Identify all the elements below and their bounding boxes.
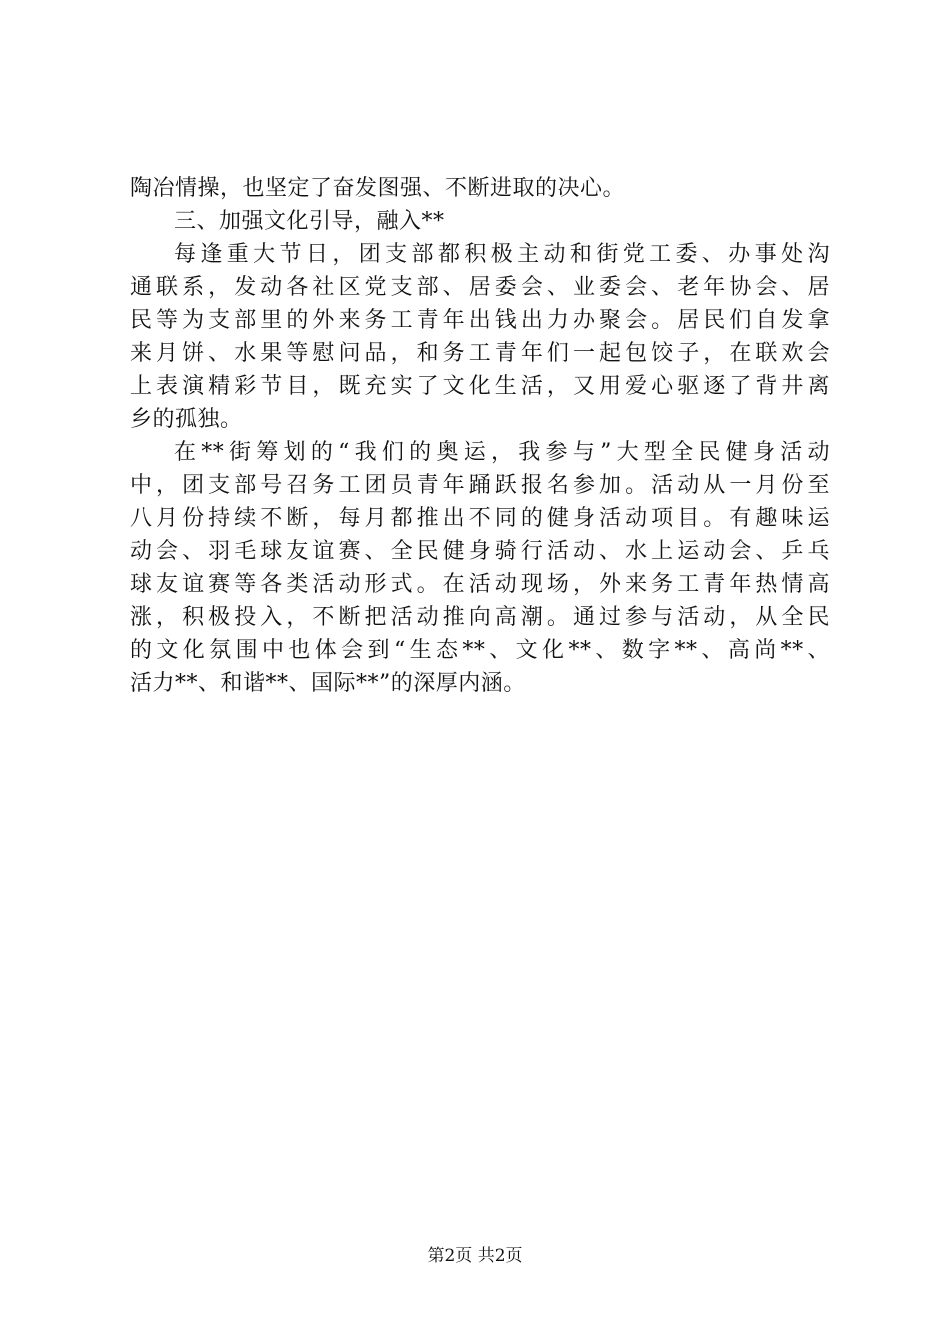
paragraph-line: 涨，积极投入，不断把活动推向高潮。通过参与活动，从全民 (130, 605, 830, 630)
paragraph-line: 八月份持续不断，每月都推出不同的健身活动项目。有趣味运 (130, 506, 830, 531)
paragraph-line: 球友谊赛等各类活动形式。在活动现场，外来务工青年热情高 (130, 572, 830, 597)
paragraph-line: 通联系，发动各社区党支部、居委会、业委会、老年协会、居 (130, 275, 830, 300)
section-heading: 三、加强文化引导，融入** (174, 209, 445, 234)
paragraph-line: 民等为支部里的外来务工青年出钱出力办聚会。居民们自发拿 (130, 308, 830, 333)
paragraph-line: 中，团支部号召务工团员青年踊跃报名参加。活动从一月份至 (130, 473, 830, 498)
paragraph-line: 动会、羽毛球友谊赛、全民健身骑行活动、水上运动会、乒乓 (130, 539, 830, 564)
paragraph-line: 的文化氛围中也体会到“生态**、文化**、数字**、高尚**、 (130, 638, 830, 663)
paragraph-line: 来月饼、水果等慰问品，和务工青年们一起包饺子，在联欢会 (130, 341, 830, 366)
paragraph-line: 在**街筹划的“我们的奥运，我参与”大型全民健身活动 (174, 440, 830, 465)
paragraph-line: 陶冶情操，也坚定了奋发图强、不断进取的决心。 (130, 176, 626, 201)
paragraph-line: 活力**、和谐**、国际**”的深厚内涵。 (130, 671, 526, 696)
paragraph-line: 上表演精彩节目，既充实了文化生活，又用爱心驱逐了背井离 (130, 374, 830, 399)
paragraph-line: 每逢重大节日，团支部都积极主动和街党工委、办事处沟 (174, 242, 830, 267)
page-number-footer: 第2页 共2页 (427, 1246, 523, 1266)
paragraph-line: 乡的孤独。 (130, 407, 243, 432)
